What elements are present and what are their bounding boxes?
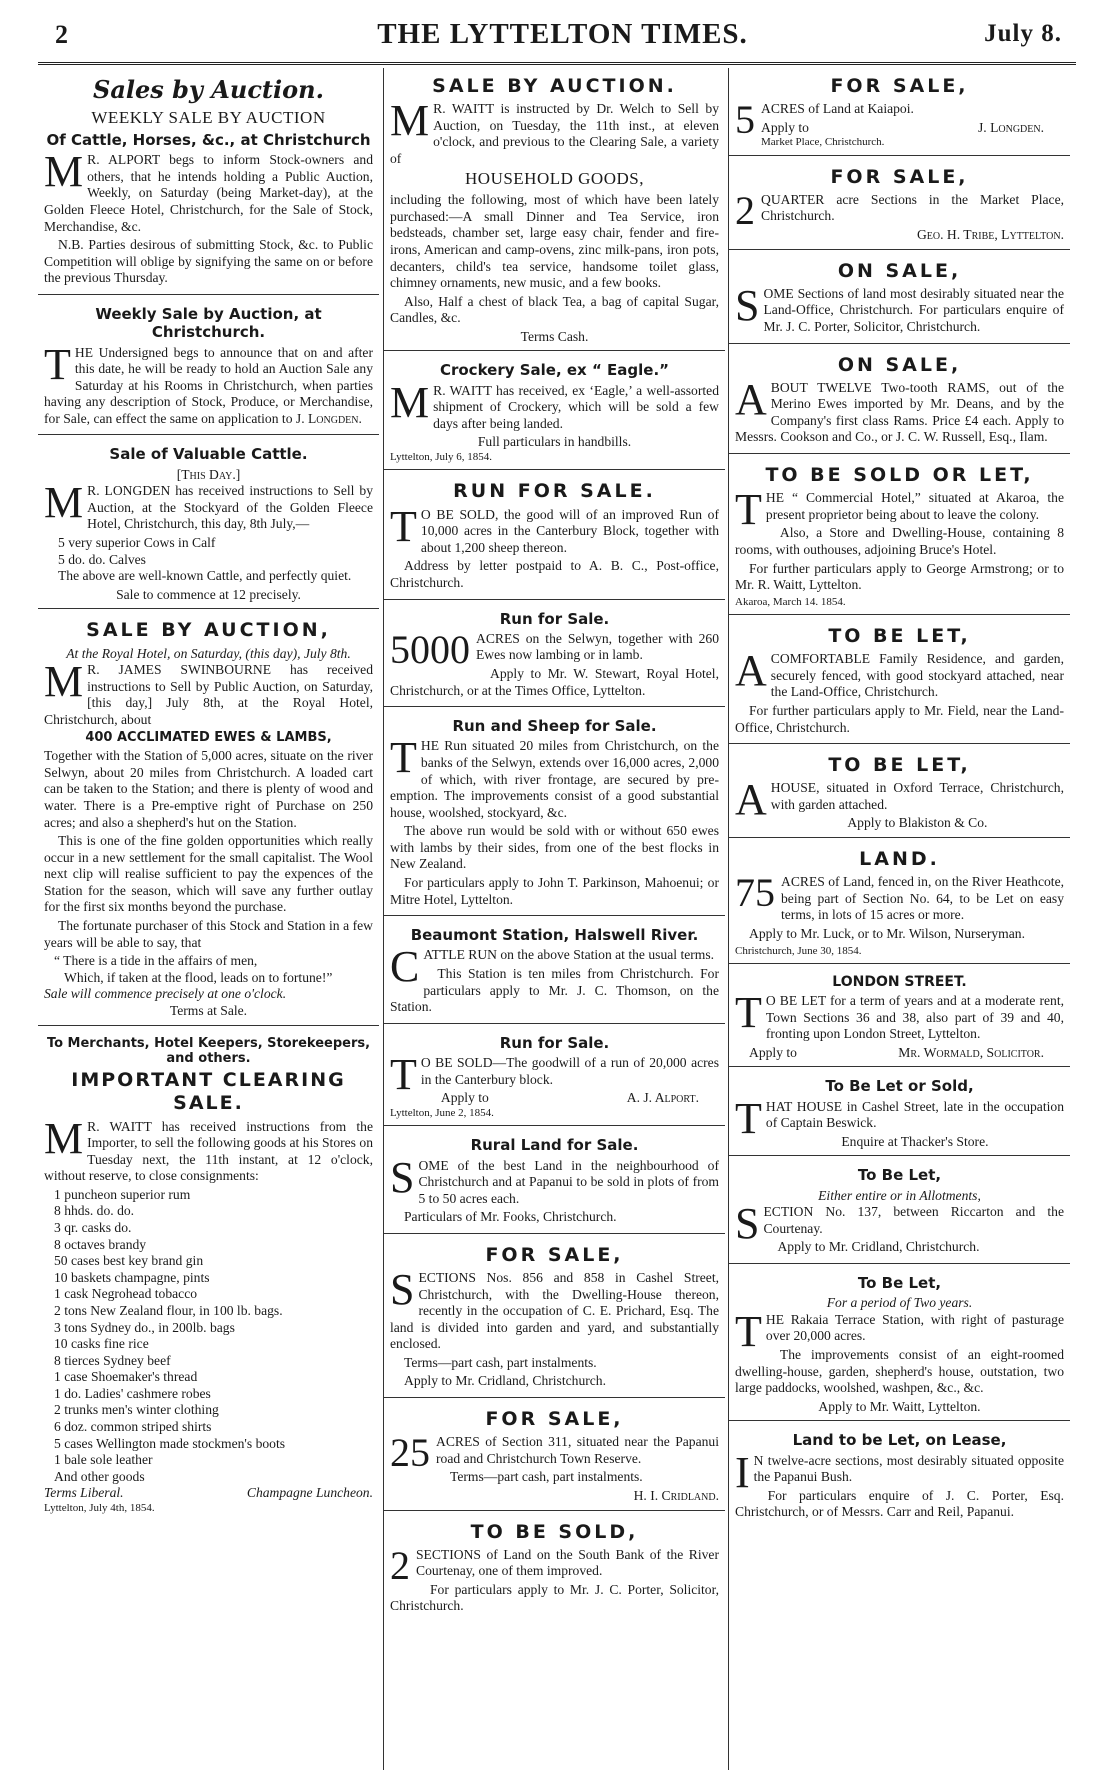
ad-big-number: 2 (735, 187, 755, 233)
ad-body: Apply to Mr. Luck, or to Mr. Wilson, Nurseryman. (749, 925, 1025, 941)
ad-weekly-sale-alport (38, 70, 379, 295)
ad-body: For particulars enquire of J. C. Porter, Esq. Christchurch, or of Messrs. Carr and Reil, Papanui. (735, 1487, 1064, 1520)
ad-big-number: 5 (735, 97, 755, 143)
ad-market-place-sections (729, 161, 1070, 250)
ad-body: Address by letter postpaid to A. B. C., Post-office, Christchurch. (390, 558, 719, 590)
drop-cap: M (44, 478, 84, 528)
drop-cap: M (44, 1113, 84, 1163)
ad-section-311 (384, 1403, 725, 1510)
list-item: 10 casks fine rice (54, 1336, 149, 1352)
ad-terms: Terms Liberal. (44, 1485, 124, 1501)
drop-cap: A (735, 775, 767, 825)
ad-london-street (729, 969, 1070, 1067)
ad-heading: TO BE LET, (828, 754, 971, 777)
ad-big-number: 2 (390, 1542, 410, 1588)
ad-dateline: Akaroa, March 14. 1854. (735, 595, 846, 608)
drop-cap: M (390, 96, 430, 146)
drop-cap: T (735, 485, 762, 535)
ad-dateline: Lyttelton, June 2, 1854. (390, 1106, 494, 1119)
issue-date: July 8. (984, 20, 1062, 47)
ad-dateline: Lyttelton, July 6, 1854. (390, 451, 493, 464)
drop-cap: C (390, 942, 420, 992)
list-item: 8 hhds. do. do. (54, 1203, 135, 1219)
ad-heading: To Be Let or Sold, (825, 1077, 974, 1096)
ad-heading: LONDON STREET. (832, 973, 967, 990)
ad-commercial-hotel (729, 459, 1070, 615)
ad-body: R. WAITT has received, ex ‘Eagle,’ a well-assorted shipment of Crockery, which will be sold a few days after being landed. (433, 382, 719, 431)
newspaper-title: THE LYTTELTON TIMES. (377, 18, 748, 50)
ad-signature: A. J. Alport. (626, 1090, 699, 1106)
ad-subheading: Of Cattle, Horses, &c., at Christchurch (46, 131, 371, 149)
ad-body: Particulars of Mr. Fooks, Christchurch. (404, 1209, 617, 1225)
ad-body: OME Sections of land most desirably situated near the Land-Office, Christchurch. For particulars enquire of Mr. J. C. Porter, Solicitor, Christchurch. (763, 285, 1064, 334)
list-item: 8 tierces Sydney beef (54, 1352, 171, 1368)
ad-signature: J. Longden. (295, 410, 362, 426)
ad-big-number: 25 (390, 1430, 430, 1476)
ad-body: Apply to Mr. Cridland, Christchurch. (404, 1373, 607, 1389)
ad-body: For further particulars apply to George Armstrong; or to Mr. R. Waitt, Lyttelton. (735, 560, 1064, 593)
ad-preheading: To Merchants, Hotel Keepers, Storekeepers, and others. (46, 1035, 371, 1067)
ad-body: This is one of the fine golden opportunities which really occur in a new settlement for the small capitalist. The Wool next clip will realise sufficient to pay the expences of the Station for the season, which will save any further outlay for the first six months beyond the purchase. (44, 833, 373, 915)
ad-cashel-sections (384, 1239, 725, 1398)
quote-line: “ There is a tide in the affairs of men, (54, 953, 258, 969)
drop-cap: M (390, 377, 430, 427)
list-item: 2 tons New Zealand flour, in 100 lb. bags. (54, 1302, 283, 1318)
drop-cap: M (44, 147, 84, 197)
ad-body: HE “ Commercial Hotel,” situated at Akaroa, the present proprietor being about to leave the colony. (765, 490, 1064, 522)
ad-subheading: At the Royal Hotel, on Saturday, (this day), July 8th. (66, 645, 351, 661)
ad-section-137 (729, 1161, 1070, 1264)
drop-cap: T (735, 1306, 762, 1356)
ad-body: HE Undersigned begs to announce that on and after this date, he will be ready to hold an Auction Sale any Saturday at his Rooms in Christchurch, when parties having any description of Stock, Produce, or Merchandise, for Sale, can effect the same on application to (44, 344, 373, 426)
ad-body: N twelve-acre sections, most desirably situated opposite the Papanui Bush. (753, 1452, 1064, 1485)
masthead (55, 18, 1070, 58)
ad-heading: FOR SALE, (830, 165, 969, 188)
ad-clearing-sale (38, 1031, 379, 1521)
ad-body: HOUSE, situated in Oxford Terrace, Christchurch, with garden attached. (770, 780, 1064, 812)
ad-body: Also, Half a chest of black Tea, a bag of capital Sugar, Candles, &c. (390, 293, 719, 326)
ad-heading: TO BE SOLD OR LET, (765, 464, 1034, 487)
drop-cap: M (44, 657, 84, 707)
ad-body: ACRES of Section 311, situated near the Papanui road and Christchurch Town Reserve. (436, 1434, 719, 1466)
ad-kaiapoi-land (729, 70, 1070, 156)
ad-signature: Geo. H. Tribe, Lyttelton. (916, 227, 1064, 243)
ad-body: O BE SOLD—The goodwill of a run of 20,000 acres in the Canterbury block. (420, 1055, 719, 1087)
ad-dateline: Christchurch, June 30, 1854. (735, 944, 862, 957)
drop-cap: T (390, 733, 417, 783)
column-1 (38, 70, 379, 1770)
ad-subheading: Either entire or in Allotments, (818, 1187, 981, 1203)
ad-heading: FOR SALE, (830, 75, 969, 97)
ad-body: OME of the best Land in the neighbourhood of Christchurch and at Papanui to be sold in plots of from 5 to 50 acres each. (418, 1157, 719, 1206)
ad-body: Apply to (749, 1044, 797, 1060)
ad-dateline: Market Place, Christchurch. (761, 136, 885, 149)
ad-body: Sale will commence precisely at one o'clock. (44, 986, 287, 1002)
ad-heading: WEEKLY SALE BY AUCTION (91, 108, 326, 128)
ad-heading: FOR SALE, (485, 1243, 624, 1266)
ad-body: ATTLE RUN on the above Station at the usual terms. (423, 947, 715, 963)
ad-body: Apply to Mr. Cridland, Christchurch. (777, 1239, 980, 1255)
ad-heading: LAND. (859, 848, 940, 871)
drop-cap: A (735, 646, 767, 696)
ad-body: ACRES on the Selwyn, together with 260 Ewes now lambing or in lamb. (476, 630, 719, 663)
ad-heading: Sale of Valuable Cattle. (109, 445, 308, 464)
ad-body: For particulars apply to John T. Parkinson, Mahoenui; or Mitre Hotel, Lyttelton. (390, 875, 719, 907)
ad-body: Apply to Blakiston & Co. (847, 815, 988, 831)
ad-body: including the following, most of which have been lately purchased:—A small Dinner and Tea Service, iron bedsteads, chamber set, large easy chair, fender and fire-irons, American and camp-ovens, zinc milk-pans, iron pots, decanters, child's tea service, handsome toilet glass, chimney ornaments, new music, and a few books. (390, 192, 719, 291)
ad-body: O BE SOLD, the good will of an improved Run of 10,000 acres in the Canterbury Block, together with about 1,200 sheep thereon. (420, 506, 719, 555)
ad-body: ECTIONS Nos. 856 and 858 in Cashel Street, Christchurch, with the Dwelling-House thereon, recently in the occupation of C. E. Prichard, Esq. The land is divided into garden and yard, and substantially enclosed. (390, 1270, 719, 1352)
ad-heading: TO BE LET, (828, 625, 971, 648)
ad-body: Terms—part cash, part instalments. (450, 1469, 643, 1485)
list-item: 50 cases best key brand gin (54, 1253, 204, 1269)
ad-signature: J. Longden. (977, 119, 1044, 135)
ad-heading: SALE BY AUCTION. (432, 75, 677, 97)
ad-heathcote-land (729, 843, 1070, 964)
ad-body: Apply to (761, 119, 809, 135)
ad-body: Also, a Store and Dwelling-House, containing 8 rooms, with outhouses, adjoining Bruce's Hotel. (735, 525, 1064, 557)
ad-body: The fortunate purchaser of this Stock and Station in a few years will be able to say, that (44, 918, 373, 950)
ad-rams (729, 349, 1070, 454)
ad-weekly-sale-longden (38, 300, 379, 435)
ad-run-for-sale-alport (384, 1029, 725, 1126)
ad-rakaia-terrace (729, 1269, 1070, 1421)
quote-line: Which, if taken at the flood, leads on to fortune!” (64, 969, 333, 985)
ad-heading: Run for Sale. (499, 1033, 610, 1052)
ad-heading: TO BE SOLD, (470, 1520, 639, 1543)
drop-cap: S (390, 1265, 415, 1315)
ad-body: Terms Cash. (520, 328, 589, 344)
ad-courtenay-sections (384, 1516, 725, 1622)
list-item: 1 do. Ladies' cashmere robes (54, 1385, 211, 1401)
drop-cap: T (735, 988, 762, 1038)
ad-heading: RUN FOR SALE. (453, 480, 656, 503)
list-item: 2 trunks men's winter clothing (54, 1402, 219, 1418)
ad-subheading: [This Day.] (176, 466, 241, 482)
ad-body: R. JAMES SWINBOURNE has received instructions to Sell by Public Auction, on Saturday, [this day,] July 8th, at the Royal Hotel, Christchurch, about (44, 662, 373, 727)
ad-body: This Station is ten miles from Christchurch. For particulars apply to Mr. J. C. Thomson, on the Station. (390, 966, 719, 1015)
drop-cap: S (390, 1152, 415, 1202)
ad-body: Terms—part cash, part instalments. (404, 1354, 597, 1370)
ad-signature: Mr. Wormald, Solicitor. (898, 1044, 1044, 1060)
ad-body: The above are well-known Cattle, and perfectly quiet. (58, 568, 352, 584)
ad-rural-land (384, 1131, 725, 1234)
ad-heading: Run for Sale. (499, 609, 610, 628)
page-number: 2 (55, 20, 68, 49)
ad-body: COMFORTABLE Family Residence, and garden, securely fenced, with good stockyard attached, near the Land-Office, Christchurch. (770, 651, 1064, 700)
ad-heading: ON SALE, (837, 353, 962, 376)
ad-heading: SALE BY AUCTION, (86, 619, 331, 642)
ad-beaumont-station (384, 921, 725, 1024)
list-item: 1 cask Negrohead tobacco (54, 1286, 198, 1302)
list-item: 1 puncheon superior rum (54, 1186, 191, 1202)
ad-body: Terms at Sale. (169, 1002, 248, 1018)
ad-luncheon: Champagne Luncheon. (246, 1485, 373, 1501)
column-2 (384, 70, 725, 1770)
list-item: 1 case Shoemaker's thread (54, 1369, 198, 1385)
ad-body: HE Rakaia Terrace Station, with right of pasturage over 20,000 acres. (765, 1311, 1064, 1344)
ad-body: ACRES of Land, fenced in, on the River Heathcote, being part of Section No. 64, to be Let on easy terms, in lots of 15 acres or more. (781, 874, 1064, 923)
ad-household-goods (384, 70, 725, 351)
ad-family-residence (729, 620, 1070, 744)
ad-land-office-sections (729, 255, 1070, 344)
ad-body: HAT HOUSE in Cashel Street, late in the occupation of Captain Beswick. (765, 1098, 1064, 1131)
drop-cap: T (735, 1093, 762, 1143)
ad-body: R. LONGDEN has received instructions to Sell by Auction, at the Stockyard of the Golden Fleece Hotel, Christchurch, this day, 8th July,— (87, 483, 373, 532)
ad-body: R. WAITT has received instructions from the Importer, to sell the following goods at his Stores on Tuesday next, the 11th instant, at 12 o'clock, without reserve, to close consignments: (44, 1118, 373, 1184)
list-item: 3 qr. casks do. (54, 1220, 132, 1236)
drop-cap: A (735, 374, 767, 424)
ad-body: R. WAITT is instructed by Dr. Welch to Sell by Auction, on Tuesday, the 11th inst., at eleven o'clock, and previous to the Clearing Sale, a variety of (390, 101, 719, 166)
list-item: 5 very superior Cows in Calf (58, 535, 216, 551)
ad-body: The above run would be sold with or without 650 ewes with lambs by their sides, from one of the best flocks in New Zealand. (390, 823, 719, 872)
ad-body: Apply to (440, 1090, 489, 1106)
ad-oxford-terrace-house (729, 749, 1070, 838)
ad-big-number: 75 (735, 870, 775, 916)
ad-body: Sale to commence at 12 precisely. (116, 586, 301, 602)
ad-run-selwyn (384, 605, 725, 708)
drop-cap: I (735, 1447, 750, 1497)
ad-body: Full particulars in handbills. (477, 434, 632, 450)
ad-heading: To Be Let, (857, 1273, 942, 1292)
ad-run-for-sale-abc (384, 475, 725, 599)
column-3 (729, 70, 1070, 1770)
ad-subheading: For a period of Two years. (826, 1295, 973, 1311)
list-item: 10 baskets champagne, pints (54, 1269, 210, 1285)
ad-body: ECTION No. 137, between Riccarton and the Courtenay. (763, 1204, 1064, 1236)
list-item: 5 cases Wellington made stockmen's boots (54, 1435, 286, 1451)
ad-body: For particulars apply to Mr. J. C. Porter, Solicitor, Christchurch. (390, 1581, 719, 1614)
ad-heading: Beaumont Station, Halswell River. (410, 926, 699, 945)
ad-body: Apply to Mr. Waitt, Lyttelton. (818, 1398, 981, 1414)
list-item: 3 tons Sydney do., in 200lb. bags (54, 1319, 235, 1335)
ad-crockery-sale (384, 356, 725, 470)
ad-signature: H. I. Cridland. (633, 1487, 719, 1503)
ad-body: Together with the Station of 5,000 acres, situate on the river Selwyn, about 20 miles from Christchurch. A loaded cart can be taken to the Station; and there is plenty of wood and water. There is a Pre-emptive right of Purchase on 250 acres; and also a shepherd's hut on the Station. (44, 748, 373, 830)
ad-heading: Run and Sheep for Sale. (452, 717, 657, 736)
ad-note: N.B. Parties desirous of submitting Stock, &c. to Public Competition will oblige by signifying the same on or before the previous Thursday. (44, 237, 373, 286)
ad-big-number: 5000 (390, 626, 470, 672)
ad-body: The improvements consist of an eight-roomed dwelling-house, garden, shepherd's house, outstation, two large paddocks, woolshed, washpen, &c., &c. (735, 1347, 1064, 1396)
drop-cap: S (735, 280, 760, 330)
ad-body: Enquire at Thacker's Store. (841, 1133, 989, 1149)
list-item: 1 bale sole leather (54, 1452, 153, 1468)
ad-heading: IMPORTANT CLEARING SALE. (71, 1069, 346, 1115)
ad-heading: Crockery Sale, ex “ Eagle.” (439, 361, 670, 380)
ad-body: ACRES of Land at Kaiapoi. (761, 101, 914, 117)
ad-heading: Rural Land for Sale. (470, 1136, 639, 1155)
ad-heading: Land to be Let, on Lease, (792, 1431, 1007, 1450)
ad-highlight: 400 ACCLIMATED EWES & LAMBS, (85, 730, 332, 746)
ad-body: R. ALPORT begs to inform Stock-owners and others, that he intends holding a Public Auction, Weekly, on Saturday (being Market-day), at the Golden Fleece Hotel, Christchurch, for the Sale of Stock, Merchandise, &c. (44, 152, 373, 234)
list-item: 5 do. do. Calves (58, 551, 146, 567)
ad-body: HE Run situated 20 miles from Christchurch, on the banks of the Selwyn, extends over 16,000 acres, 2,000 of which, with river frontage, are secured by pre-emption. The improvements consist of a good substantial house, woolshed, stockyard, &c. (390, 738, 719, 820)
consignment-list (44, 1187, 373, 1485)
ad-cashel-house (729, 1072, 1070, 1156)
ad-heading: FOR SALE, (485, 1408, 624, 1431)
section-heading: Sales by Auction. (93, 75, 324, 104)
ad-body: SECTIONS of Land on the South Bank of the River Courtenay, one of them improved. (416, 1546, 719, 1579)
drop-cap: T (390, 1050, 417, 1100)
list-item: And other goods (54, 1468, 145, 1484)
drop-cap: T (44, 339, 71, 389)
ad-heading: Weekly Sale by Auction, at Christchurch. (95, 304, 322, 342)
ad-valuable-cattle (38, 440, 379, 609)
masthead-rule (38, 62, 1076, 65)
ad-subheading: HOUSEHOLD GOODS, (465, 169, 644, 189)
ad-sale-swinbourne (38, 614, 379, 1025)
ad-heading: To Be Let, (857, 1166, 942, 1185)
ad-papanui-lease (729, 1426, 1070, 1528)
ad-run-and-sheep (384, 712, 725, 916)
drop-cap: T (390, 501, 417, 551)
ad-body: BOUT TWELVE Two-tooth RAMS, out of the Merino Ewes imported by Mr. Deans, and by the Company's first class Rams. Price £4 each. Apply to Messrs. Cookson and Co., or J. C. W. Russell, Esq., Ilam. (735, 379, 1064, 445)
drop-cap: S (735, 1199, 760, 1249)
ad-body: QUARTER acre Sections in the Market Place, Christchurch. (761, 191, 1064, 224)
ad-body: For further particulars apply to Mr. Field, near the Land-Office, Christchurch. (735, 702, 1064, 735)
ad-body: O BE LET for a term of years and at a moderate rent, Town Sections 36 and 38, also part of 39 and 40, fronting upon London Street, Lyttelton. (765, 993, 1064, 1042)
ad-heading: ON SALE, (837, 259, 962, 282)
ad-dateline: Lyttelton, July 4th, 1854. (44, 1501, 155, 1514)
list-item: 6 doz. common striped shirts (54, 1418, 212, 1434)
ad-body: Apply to Mr. W. Stewart, Royal Hotel, Christchurch, or at the Times Office, Lyttelton. (390, 665, 719, 698)
list-item: 8 octaves brandy (54, 1236, 147, 1252)
